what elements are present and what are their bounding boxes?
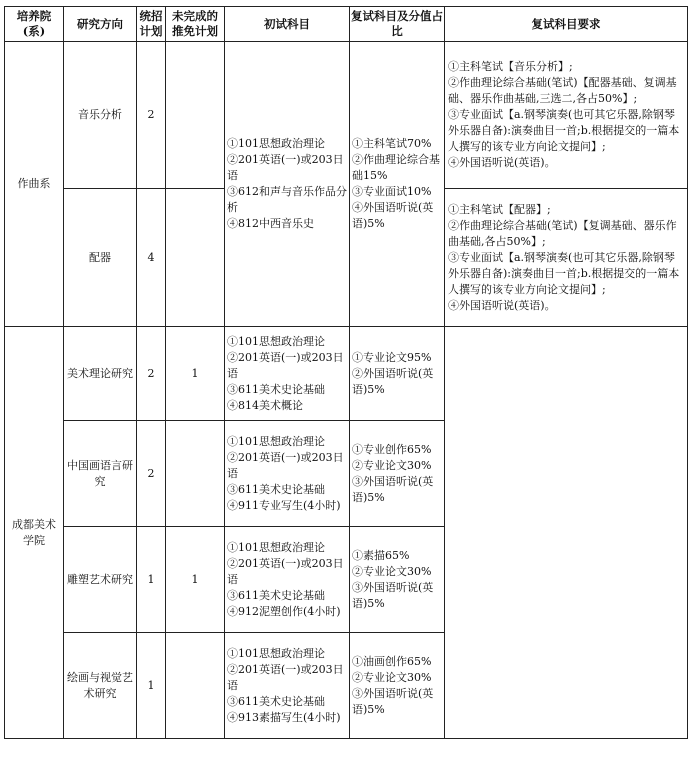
admission-table (4, 6, 688, 739)
header-requirements: 复试科目要求 (445, 7, 688, 42)
exempt-cell (166, 421, 225, 527)
retest-subjects-cell: ①专业论文95% ②外国语听说(英语)5% (350, 327, 445, 421)
direction-cell: 美术理论研究 (64, 327, 137, 421)
initial-subjects-cell: ①101思想政治理论 ②201英语(一)或203日语 ③611美术史论基础 ④911专业写生(4小时) (225, 421, 350, 527)
initial-subjects-cell: ①101思想政治理论 ②201英语(一)或203日语 ③611美术史论基础 ④912泥塑创作(4小时) (225, 527, 350, 633)
header-plan: 统招计划 (137, 7, 166, 42)
header-college: 培养院(系) (5, 7, 64, 42)
plan-cell: 4 (137, 189, 166, 327)
plan-cell: 2 (137, 327, 166, 421)
requirements-cell: ①主科笔试【音乐分析】; ②作曲理论综合基础(笔试)【配器基础、复调基础、器乐作曲基础,三选二,各占50%】; ③专业面试【a.钢琴演奏(也可其它乐器,除钢琴外乐器自备):演奏曲目一首;b.根据提交的一篇本人撰写的该专业方向论文提问】; ④外国语听说(英语)。 (445, 42, 688, 189)
table-row (5, 42, 688, 189)
header-initial: 初试科目 (225, 7, 350, 42)
plan-cell: 2 (137, 421, 166, 527)
plan-cell: 1 (137, 633, 166, 739)
header-exempt: 未完成的推免计划 (166, 7, 225, 42)
header-retest: 复试科目及分值占比 (350, 7, 445, 42)
header-row (5, 7, 688, 42)
retest-subjects-cell: ①专业创作65% ②专业论文30% ③外国语听说(英语)5% (350, 421, 445, 527)
initial-subjects-cell: ①101思想政治理论 ②201英语(一)或203日语 ③612和声与音乐作品分析 ④812中西音乐史 (225, 42, 350, 327)
direction-cell: 雕塑艺术研究 (64, 527, 137, 633)
requirements-cell: ①主科笔试【配器】; ②作曲理论综合基础(笔试)【复调基础、器乐作曲基础,各占50%】; ③专业面试【a.钢琴演奏(也可其它乐器,除钢琴外乐器自备):演奏曲目一首;b.根据提交的一篇本人撰写的该专业方向论文提问】; ④外国语听说(英语)。 (445, 189, 688, 327)
retest-subjects-cell: ①油画创作65% ②专业论文30% ③外国语听说(英语)5% (350, 633, 445, 739)
exempt-cell: 1 (166, 327, 225, 421)
plan-cell: 1 (137, 527, 166, 633)
exempt-cell: 1 (166, 527, 225, 633)
college-cell: 成都美术学院 (5, 327, 64, 739)
college-cell: 作曲系 (5, 42, 64, 327)
direction-cell: 绘画与视觉艺术研究 (64, 633, 137, 739)
retest-subjects-cell: ①主科笔试70% ②作曲理论综合基础15% ③专业面试10% ④外国语听说(英语)5% (350, 42, 445, 327)
header-direction: 研究方向 (64, 7, 137, 42)
initial-subjects-cell: ①101思想政治理论 ②201英语(一)或203日语 ③611美术史论基础 ④913素描写生(4小时) (225, 633, 350, 739)
table-row (5, 327, 688, 421)
direction-cell: 中国画语言研究 (64, 421, 137, 527)
direction-cell: 配器 (64, 189, 137, 327)
plan-cell: 2 (137, 42, 166, 189)
retest-subjects-cell: ①素描65% ②专业论文30% ③外国语听说(英语)5% (350, 527, 445, 633)
exempt-cell (166, 42, 225, 189)
exempt-cell (166, 633, 225, 739)
direction-cell: 音乐分析 (64, 42, 137, 189)
exempt-cell (166, 189, 225, 327)
requirements-cell (445, 327, 688, 739)
initial-subjects-cell: ①101思想政治理论 ②201英语(一)或203日语 ③611美术史论基础 ④814美术概论 (225, 327, 350, 421)
